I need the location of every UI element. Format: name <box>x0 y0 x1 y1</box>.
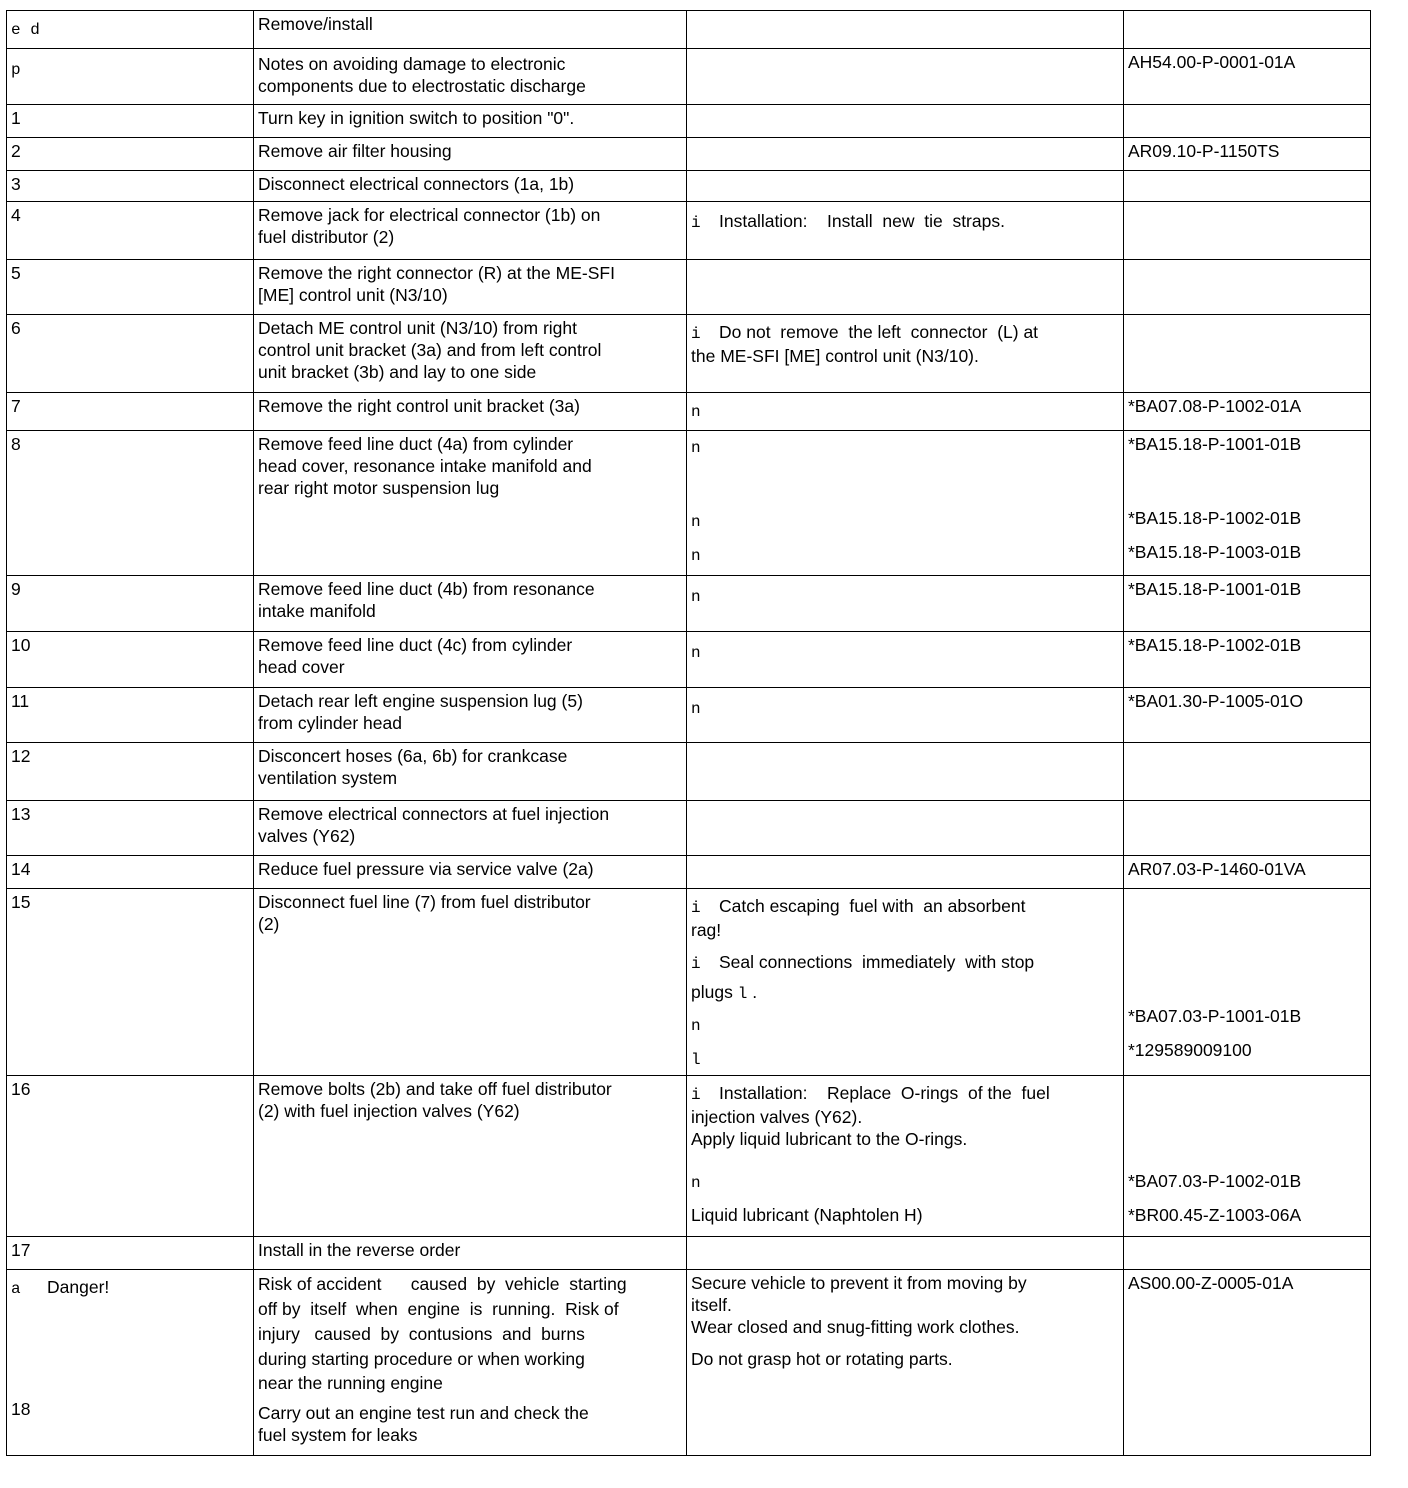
step-number: 3 <box>11 174 21 194</box>
table-row <box>7 1270 1371 1456</box>
warning-text: near the running engine <box>258 1373 443 1393</box>
info-icon: i <box>691 325 701 343</box>
info-icon: i <box>691 1086 701 1104</box>
notes-cell <box>687 11 1124 49</box>
instruction-text: Remove feed line duct (4c) from cylinder <box>258 635 573 655</box>
table-row <box>7 1237 1371 1270</box>
reference-link[interactable]: AR09.10-P-1150TS <box>1128 141 1280 161</box>
note-text: Installation: Install new tie straps. <box>719 211 1005 231</box>
table-row <box>7 801 1371 856</box>
instruction-text: from cylinder head <box>258 713 402 733</box>
instruction-text: unit bracket (3b) and lay to one side <box>258 362 537 382</box>
instruction-text: Detach rear left engine suspension lug (5) <box>258 691 583 711</box>
instruction-text: control unit bracket (3a) and from left control <box>258 340 602 360</box>
tool-icon: n <box>691 513 701 531</box>
instruction-text: Remove feed line duct (4b) from resonance <box>258 579 595 599</box>
instruction-text: [ME] control unit (N3/10) <box>258 285 448 305</box>
step-number: 11 <box>11 691 30 711</box>
instruction-text: Disconnect fuel line (7) from fuel distributor <box>258 892 591 912</box>
instruction-text: Remove feed line duct (4a) from cylinder <box>258 434 574 454</box>
reference-link[interactable]: *BA07.08-P-1002-01A <box>1128 396 1302 416</box>
tool-icon: n <box>691 547 701 565</box>
note-text: rag! <box>691 920 722 940</box>
instruction-text: Remove jack for electrical connector (1b) on <box>258 205 601 225</box>
note-text: . <box>752 982 758 1002</box>
reference-link[interactable]: *BA15.18-P-1003-01B <box>1128 542 1302 562</box>
instruction-text: rear right motor suspension lug <box>258 478 500 498</box>
safety-note: itself. <box>691 1295 732 1315</box>
note-text: Apply liquid lubricant to the O-rings. <box>691 1129 968 1149</box>
table-row <box>7 889 1371 1076</box>
table-row <box>7 49 1371 105</box>
instruction-text: components due to electrostatic discharge <box>258 76 586 96</box>
step-number: 10 <box>11 635 31 655</box>
instruction-text: Detach ME control unit (N3/10) from right <box>258 318 578 338</box>
step-symbol: p <box>11 61 21 79</box>
danger-label: Danger! <box>47 1277 110 1297</box>
step-number: 17 <box>11 1240 31 1260</box>
note-text: plugs <box>691 982 733 1002</box>
reference-cell <box>1124 11 1371 49</box>
step-number: 6 <box>11 318 21 338</box>
info-icon: i <box>691 955 701 973</box>
reference-link[interactable]: *BA07.03-P-1002-01B <box>1128 1171 1302 1191</box>
instruction-text: Remove the right connector (R) at the ME-SFI <box>258 263 615 283</box>
step-number: 7 <box>11 396 21 416</box>
reference-link[interactable]: AR07.03-P-1460-01VA <box>1128 859 1306 879</box>
tool-icon: n <box>691 1017 701 1035</box>
step-number: 1 <box>11 108 21 128</box>
instruction-text: Disconcert hoses (6a, 6b) for crankcase <box>258 746 568 766</box>
instruction-text: Remove air filter housing <box>258 141 452 161</box>
step-number: 13 <box>11 804 31 824</box>
table-row <box>7 202 1371 260</box>
step-cell <box>7 11 254 49</box>
step-number: 9 <box>11 579 21 599</box>
warning-text: injury caused by contusions and burns <box>258 1324 585 1344</box>
tool-icon: n <box>691 588 701 606</box>
warning-text: during starting procedure or when working <box>258 1349 585 1369</box>
instruction-text: fuel system for leaks <box>258 1425 418 1445</box>
tool-icon: n <box>691 644 701 662</box>
instruction-text: Reduce fuel pressure via service valve (2a) <box>258 859 594 879</box>
table-row <box>7 393 1371 431</box>
instruction-text: Remove/install <box>258 14 373 34</box>
reference-link[interactable]: *BA15.18-P-1002-01B <box>1128 635 1302 655</box>
instruction-text: fuel distributor (2) <box>258 227 395 247</box>
table-row <box>7 260 1371 315</box>
note-text: Installation: Replace O-rings of the fuel <box>719 1083 1050 1103</box>
warning-text: off by itself when engine is running. Risk of <box>258 1299 619 1319</box>
instruction-text: (2) with fuel injection valves (Y62) <box>258 1101 520 1121</box>
step-number: 4 <box>11 205 21 225</box>
table-row <box>7 315 1371 393</box>
step-number: 16 <box>11 1079 31 1099</box>
instruction-text: Turn key in ignition switch to position "0". <box>258 108 575 128</box>
table-row <box>7 11 1371 49</box>
note-text: Do not remove the left connector (L) at <box>719 322 1039 342</box>
warning-text: Risk of accident caused by vehicle starting <box>258 1274 627 1294</box>
note-text: Catch escaping fuel with an absorbent <box>719 896 1026 916</box>
table-row <box>7 1076 1371 1237</box>
step-number: 14 <box>11 859 31 879</box>
reference-link[interactable]: *BA15.18-P-1001-01B <box>1128 434 1302 454</box>
safety-note: Secure vehicle to prevent it from moving by <box>691 1273 1027 1293</box>
reference-link[interactable]: *129589009100 <box>1128 1040 1252 1060</box>
part-icon: l <box>691 1051 701 1069</box>
step-number: 12 <box>11 746 31 766</box>
instruction-text: intake manifold <box>258 601 376 621</box>
procedure-table <box>6 10 1371 1456</box>
reference-link[interactable]: AH54.00-P-0001-01A <box>1128 52 1296 72</box>
info-icon: i <box>691 214 701 232</box>
instruction-text: ventilation system <box>258 768 398 788</box>
step-number: 8 <box>11 434 21 454</box>
instruction-text: (2) <box>258 914 280 934</box>
note-text: Seal connections immediately with stop <box>719 952 1035 972</box>
note-text: Liquid lubricant (Naphtolen H) <box>691 1205 923 1225</box>
table-row <box>7 688 1371 743</box>
instruction-text: valves (Y62) <box>258 826 356 846</box>
instruction-text: Carry out an engine test run and check the <box>258 1403 589 1423</box>
instruction-text: Install in the reverse order <box>258 1240 461 1260</box>
tool-icon: n <box>691 700 701 718</box>
table-row <box>7 138 1371 171</box>
step-number: 18 <box>11 1399 31 1419</box>
step-symbol: e d <box>11 21 40 39</box>
procedure-document <box>6 10 1370 1456</box>
step-number: 5 <box>11 263 21 283</box>
safety-note: Wear closed and snug-fitting work clothes. <box>691 1317 1020 1337</box>
step-number: 2 <box>11 141 21 161</box>
note-text: the ME-SFI [ME] control unit (N3/10). <box>691 346 979 366</box>
reference-link[interactable]: *BR00.45-Z-1003-06A <box>1128 1205 1302 1225</box>
safety-note: Do not grasp hot or rotating parts. <box>691 1349 953 1369</box>
tool-icon: n <box>691 1174 701 1192</box>
table-row <box>7 105 1371 138</box>
instruction-text: Notes on avoiding damage to electronic <box>258 54 566 74</box>
warning-icon: a <box>11 1280 21 1298</box>
step-number: 15 <box>11 892 31 912</box>
instruction-text: Remove bolts (2b) and take off fuel distributor <box>258 1079 612 1099</box>
reference-link[interactable]: *BA15.18-P-1002-01B <box>1128 508 1302 528</box>
reference-link[interactable]: *BA01.30-P-1005-01O <box>1128 691 1304 711</box>
reference-link[interactable]: AS00.00-Z-0005-01A <box>1128 1273 1294 1293</box>
tool-icon: n <box>691 403 701 421</box>
plug-icon: l <box>737 985 748 1003</box>
instruction-text: Remove the right control unit bracket (3a) <box>258 396 580 416</box>
table-row <box>7 743 1371 801</box>
reference-link[interactable]: *BA07.03-P-1001-01B <box>1128 1006 1302 1026</box>
table-row <box>7 431 1371 576</box>
instruction-text: Disconnect electrical connectors (1a, 1b) <box>258 174 575 194</box>
info-icon: i <box>691 899 701 917</box>
table-row <box>7 576 1371 632</box>
table-row <box>7 632 1371 688</box>
table-row <box>7 856 1371 889</box>
reference-link[interactable]: *BA15.18-P-1001-01B <box>1128 579 1302 599</box>
instruction-cell <box>254 11 687 49</box>
instruction-text: head cover, resonance intake manifold and <box>258 456 592 476</box>
instruction-text: Remove electrical connectors at fuel injection <box>258 804 610 824</box>
instruction-text: head cover <box>258 657 345 677</box>
note-text: injection valves (Y62). <box>691 1107 863 1127</box>
tool-icon: n <box>691 439 701 457</box>
table-row <box>7 171 1371 202</box>
